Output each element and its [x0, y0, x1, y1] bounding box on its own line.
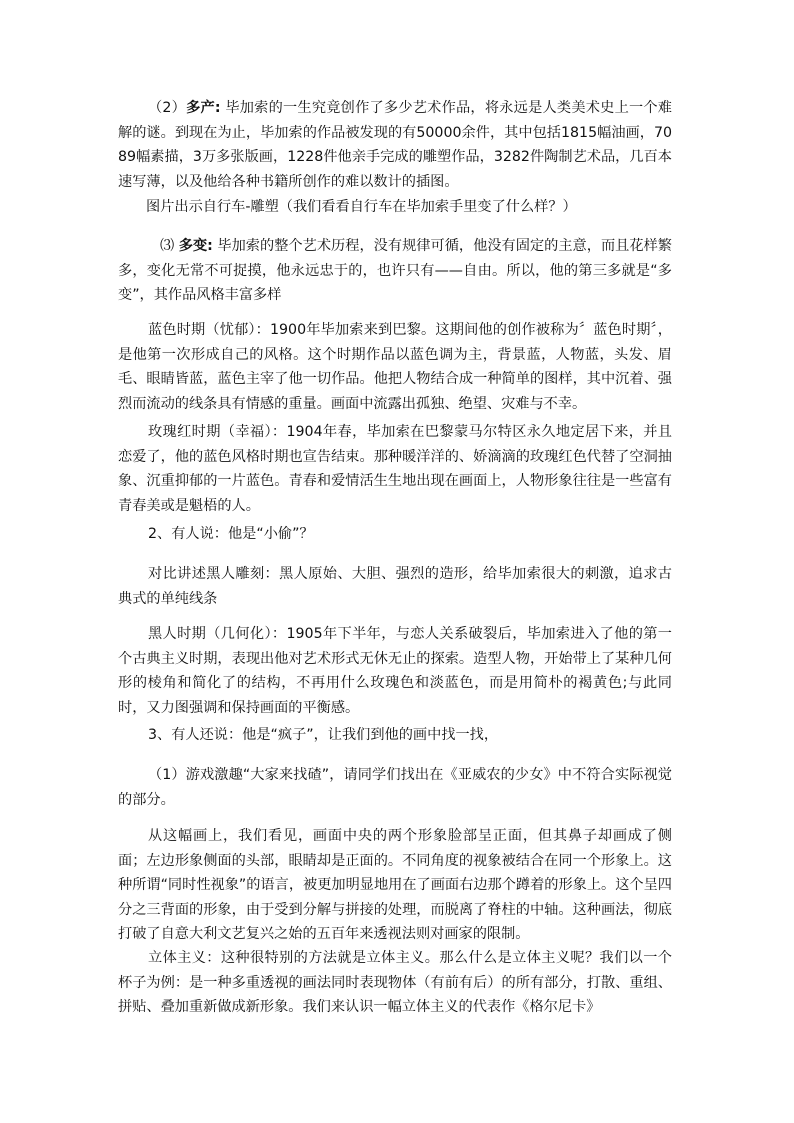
- paragraph-painting-analysis: [118, 824, 672, 947]
- paragraph-lead: （2）: [148, 100, 187, 116]
- paragraph-text: 2、有人说：他是“小偷”？: [148, 526, 314, 542]
- paragraph-madman: [118, 723, 672, 748]
- paragraph-text: 图片出示自行车-雕塑（我们看看自行车在毕加索手里变了什么样？）: [146, 199, 577, 215]
- paragraph-text: 毕加索的整个艺术历程，没有规律可循，他没有固定的主意，而且花样繁多，变化无常不可捉摸，他永远忠于的，也许只有——自由。所以，他的第三多就是“多变”，其作品风格丰富多样: [118, 238, 672, 304]
- paragraph-text: （1）游戏激趣“大家来找碴”，请同学们找出在《亚威农的少女》中不符合实际视觉的部分。: [118, 767, 672, 808]
- paragraph-cubism: [118, 946, 672, 1020]
- paragraph-bicycle-sculpture: [118, 195, 672, 220]
- paragraph-text: 黑人时期（几何化）：1905年下半年，与恋人关系破裂后，毕加索进入了他的第一个古典主义时期，表现出他对艺术形式无休无止的探索。造型人物，开始带上了某种几何形的棱角和简化了的结构，不再用什么玫瑰色和淡蓝色，而是用简朴的褐黄色;与此同时，又力图强调和保持画面的平衡感。: [118, 626, 672, 716]
- paragraph-lead: ⑶: [160, 238, 179, 254]
- paragraph-text: 毕加索的一生究竟创作了多少艺术作品，将永远是人类美术史上一个难解的谜。到现在为止，毕加索的作品被发现的有50000余件，其中包括1815幅油画，7089幅素描，3万多张版画，1228件他亲手完成的雕塑作品，3282件陶制艺术品，几百本速写薄，以及他给各种书籍所创作的难以数计的插图。: [118, 100, 672, 190]
- paragraph-text: 蓝色时期（忧郁）：1900年毕加索来到巴黎。这期间他的创作被称为〞蓝色时期〞，是他第一次形成自己的风格。这个时期作品以蓝色调为主，背景蓝，人物蓝，头发、眉毛、眼睛皆蓝，蓝色主宰了他一切作品。他把人物结合成一种简单的图样，其中沉着、强烈而流动的线条具有情感的重量。画面中流露出孤独、绝望、灾难与不幸。: [118, 322, 672, 412]
- heading-prolific: 多产:: [186, 100, 221, 116]
- paragraph-text: 3、有人还说：他是“疯子”，让我们到他的画中找一找，: [148, 727, 499, 743]
- paragraph-text: 对比讲述黑人雕刻：黑人原始、大胆、强烈的造形，给毕加索很大的刺激，追求古典式的单纯线条: [118, 566, 672, 607]
- paragraph-changeable: [118, 234, 672, 308]
- paragraph-african-period: [118, 622, 672, 720]
- paragraph-text: 立体主义：这种很特别的方法就是立体主义。那么什么是立体主义呢？我们以一个杯子为例：是一种多重透视的画法同时表现物体（有前有后）的所有部分，打散、重组、拼贴、叠加重新做成新形象。我们来认识一幅立体主义的代表作《格尔尼卡》: [118, 950, 672, 1016]
- paragraph-text: 玫瑰红时期（幸福）：1904年春，毕加索在巴黎蒙马尔特区永久地定居下来，并且恋爱了，他的蓝色风格时期也宣告结束。那种暖洋洋的、娇滴滴的玫瑰红色代替了空洞抽象、沉重抑郁的一片蓝色。青春和爱情活生生地出现在画面上，人物形象往往是一些富有青春美或是魁梧的人。: [118, 424, 672, 514]
- paragraph-african-sculpture: [118, 562, 672, 611]
- paragraph-prolific: [118, 96, 672, 194]
- heading-changeable: 多变:: [178, 238, 213, 254]
- paragraph-text: 从这幅画上，我们看见，画面中央的两个形象脸部呈正面，但其鼻子却画成了侧面；左边形象侧面的头部，眼睛却是正面的。不同角度的视象被结合在同一个形象上。这种所谓“同时性视象”的语言，被更加明显地用在了画面右边那个蹲着的形象上。这个呈四分之三背面的形象，由于受到分解与拼接的处理，而脱离了脊柱的中轴。这种画法，彻底打破了自意大利文艺复兴之始的五百年来透视法则对画家的限制。: [118, 828, 672, 943]
- paragraph-spot-difference: [118, 763, 672, 812]
- paragraph-rose-period: [118, 420, 672, 518]
- paragraph-thief: [118, 522, 672, 547]
- paragraph-blue-period: [118, 318, 672, 416]
